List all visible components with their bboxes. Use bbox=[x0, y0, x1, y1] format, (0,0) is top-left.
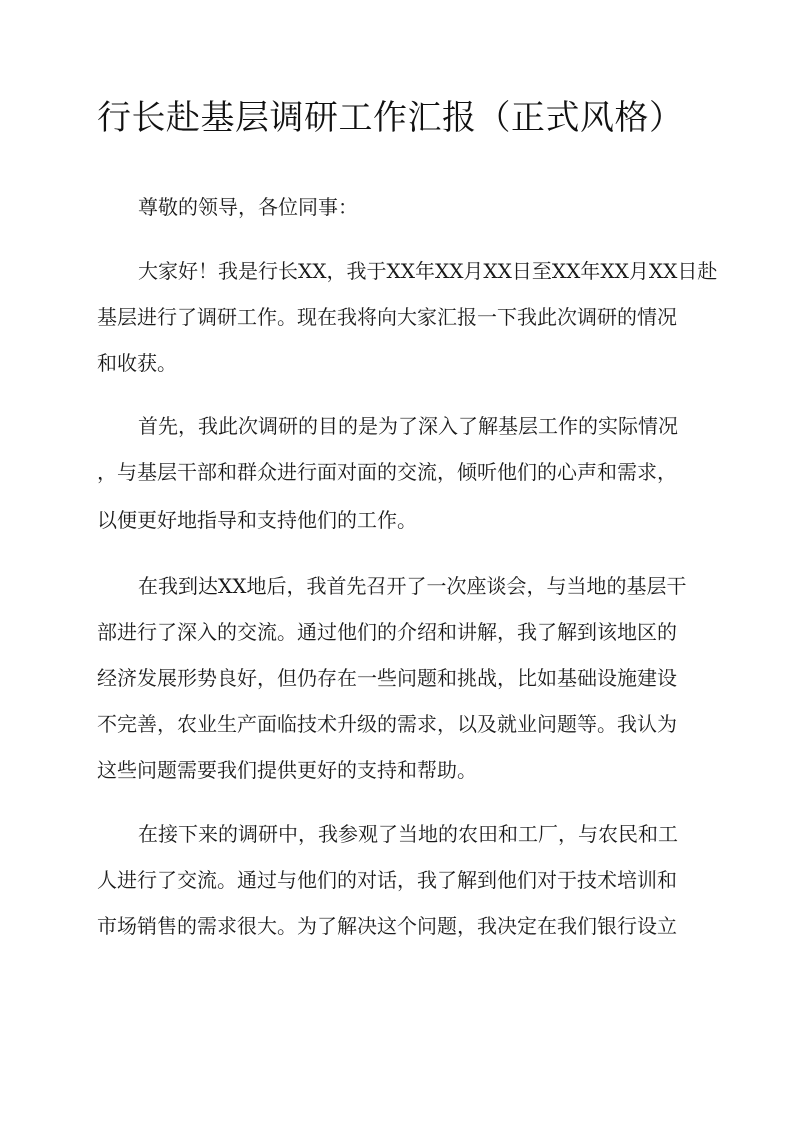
paragraph-1-line-3: 和收获。 bbox=[97, 351, 177, 375]
document-title: 行长赴基层调研工作汇报（正式风格） bbox=[97, 98, 684, 138]
paragraph-1-line-1: 大家好！我是行长XX，我于XX年XX月XX日至XX年XX月XX日赴 bbox=[138, 259, 718, 283]
paragraph-3-line-4: 不完善，农业生产面临技术升级的需求，以及就业问题等。我认为 bbox=[97, 712, 677, 736]
paragraph-3-line-2: 部进行了深入的交流。通过他们的介绍和讲解，我了解到该地区的 bbox=[97, 620, 677, 644]
paragraph-4-line-2: 人进行了交流。通过与他们的对话，我了解到他们对于技术培训和 bbox=[97, 868, 677, 892]
paragraph-2-line-3: 以便更好地指导和支持他们的工作。 bbox=[97, 508, 417, 532]
paragraph-4-line-1: 在接下来的调研中，我参观了当地的农田和工厂，与农民和工 bbox=[138, 822, 678, 846]
paragraph-3-line-3: 经济发展形势良好，但仍存在一些问题和挑战，比如基础设施建设 bbox=[97, 666, 677, 690]
paragraph-3-line-5: 这些问题需要我们提供更好的支持和帮助。 bbox=[97, 758, 477, 782]
paragraph-3-line-1: 在我到达XX地后，我首先召开了一次座谈会，与当地的基层干 bbox=[138, 574, 687, 598]
paragraph-1-line-2: 基层进行了调研工作。现在我将向大家汇报一下我此次调研的情况 bbox=[97, 305, 677, 329]
paragraph-2-line-2: ，与基层干部和群众进行面对面的交流，倾听他们的心声和需求， bbox=[97, 460, 677, 484]
paragraph-2-line-1: 首先，我此次调研的目的是为了深入了解基层工作的实际情况 bbox=[138, 414, 678, 438]
paragraph-4-line-3: 市场销售的需求很大。为了解决这个问题，我决定在我们银行设立 bbox=[97, 914, 677, 938]
salutation-line: 尊敬的领导，各位同事： bbox=[138, 195, 358, 219]
